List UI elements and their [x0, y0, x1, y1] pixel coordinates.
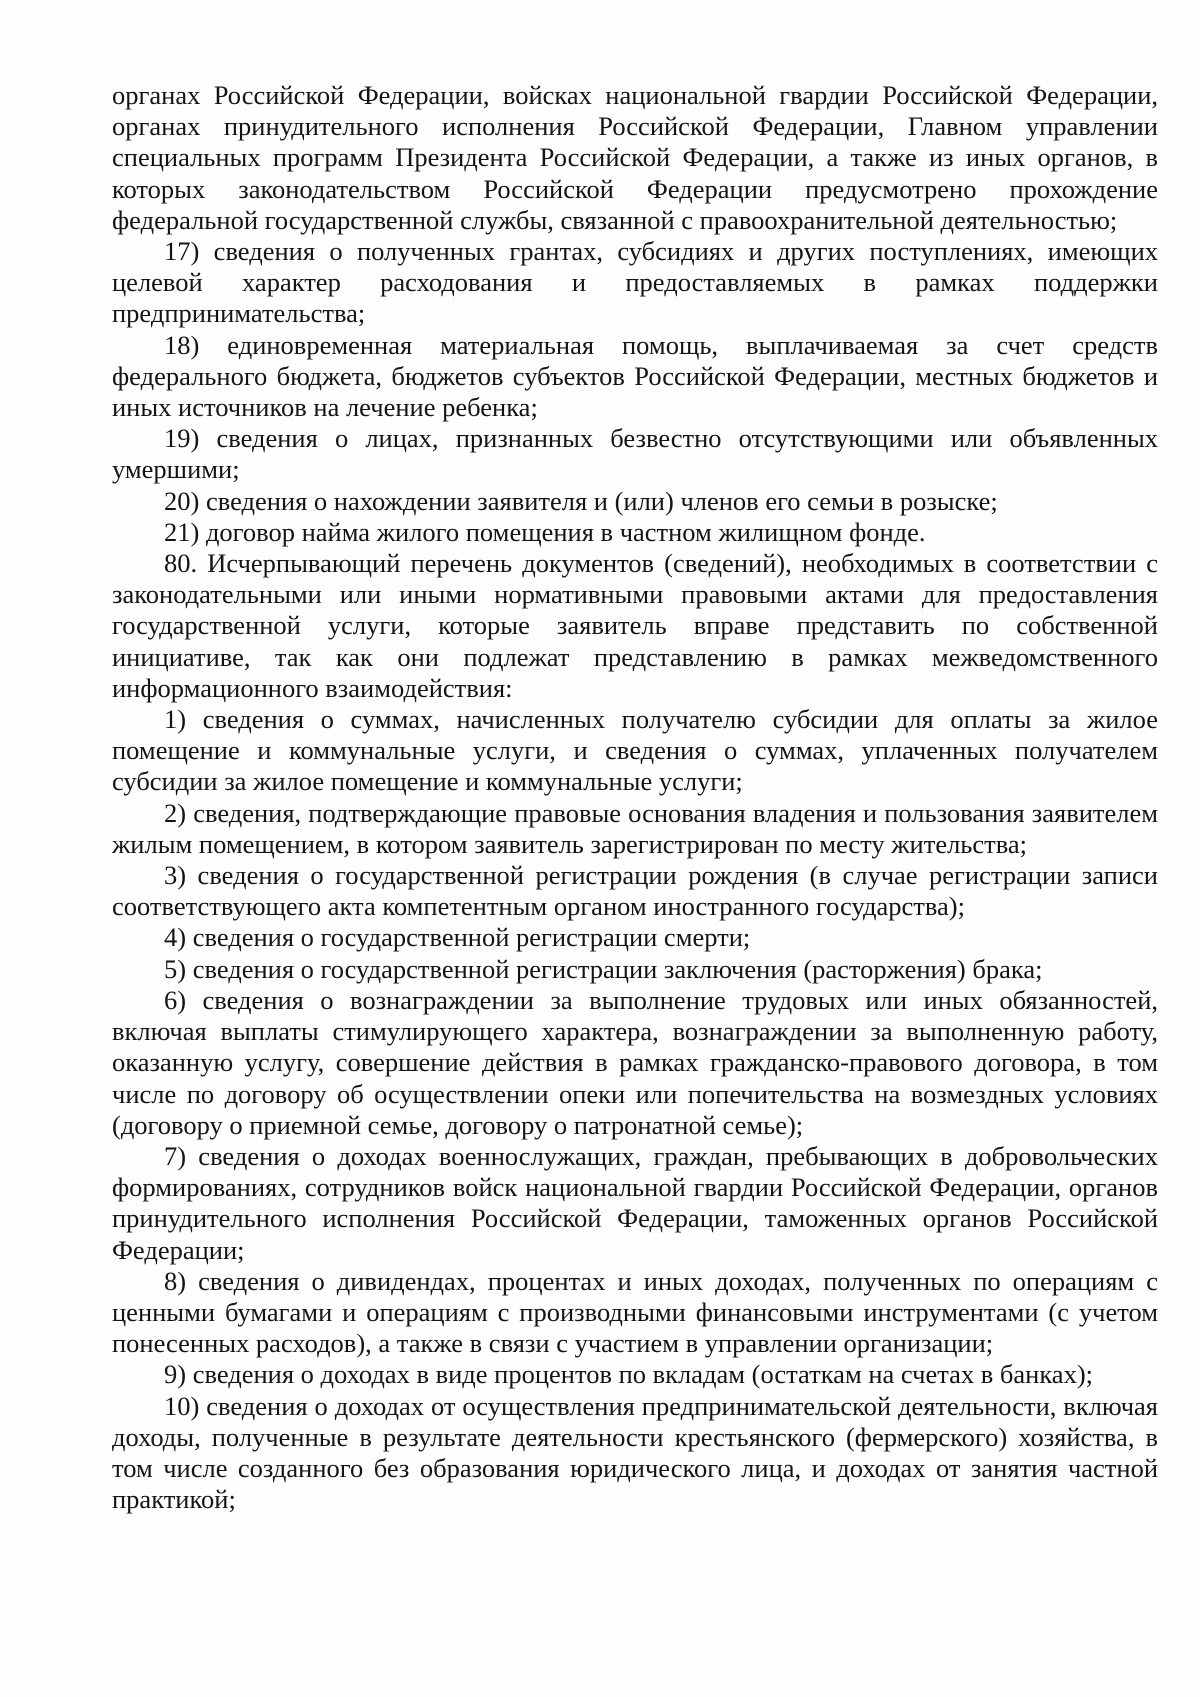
paragraph-subitem-4: 4) сведения о государственной регистрации смерти; — [164, 922, 751, 953]
paragraph-subitem-10: 10) сведения о доходах от осуществления предпринимательской деятельности, включая доходы, полученные в результате деятельности крестьянского (фермерского) хозяйства, в том числе созданного без образования юридического лица, и доходах от занятия частной практикой; — [112, 1390, 1158, 1515]
paragraph-subitem-7: 7) сведения о доходах военнослужащих, граждан, пребывающих в добровольческих формированиях, сотрудников войск национальной гвардии Российской Федерации, органов принудительного исполнения Российской Федерации, таможенных органов Российской Федерации; — [112, 1140, 1158, 1265]
paragraph-subitem-6: 6) сведения о вознаграждении за выполнение трудовых или иных обязанностей, включая выплаты стимулирующего характера, вознаграждении за выполненную работу, оказанную услугу, совершение действия в рамках гражданско-правового договора, в том числе по договору об осуществлении опеки или попечительства на возмездных условиях (договору о приемной семье, договору о патронатной семье); — [112, 984, 1158, 1140]
paragraph-item-20: 20) сведения о нахождении заявителя и (или) членов его семьи в розыске; — [164, 485, 998, 516]
paragraph-item-19: 19) сведения о лицах, признанных безвестно отсутствующими или объявленных умершими; — [112, 423, 1158, 485]
paragraph-subitem-2: 2) сведения, подтверждающие правовые основания владения и пользования заявителем жилым помещением, в котором заявитель зарегистрирован по месту жительства; — [112, 797, 1158, 859]
paragraph-item-17: 17) сведения о полученных грантах, субсидиях и других поступлениях, имеющих целевой характер расходования и предоставляемых в рамках поддержки предпринимательства; — [112, 236, 1158, 329]
paragraph-subitem-9: 9) сведения о доходах в виде процентов по вкладам (остаткам на счетах в банках); — [164, 1359, 1094, 1390]
paragraph-subitem-5: 5) сведения о государственной регистрации заключения (расторжения) брака; — [164, 953, 1043, 984]
document-body — [112, 80, 1158, 1515]
paragraph-clause-80: 80. Исчерпывающий перечень документов (сведений), необходимых в соответствии с законодательными или иными нормативными правовыми актами для предоставления государственной услуги, которые заявитель вправе представить по собственной инициативе, так как они подлежат представлению в рамках межведомственного информационного взаимодействия: — [112, 548, 1158, 703]
paragraph-item-21: 21) договор найма жилого помещения в частном жилищном фонде. — [164, 516, 926, 547]
paragraph-continuation: органах Российской Федерации, войсках национальной гвардии Российской Федерации, органах принудительного исполнения Российской Федерации, Главном управлении специальных программ Президента Российской Федерации, а также из иных органов, в которых законодательством Российской Федерации предусмотрено прохождение федеральной государственной службы, связанной с правоохранительной деятельностью; — [112, 80, 1158, 235]
paragraph-subitem-8: 8) сведения о дивидендах, процентах и иных доходах, полученных по операциям с ценными бумагами и операциям с производными финансовыми инструментами (с учетом понесенных расходов), а также в связи с участием в управлении организации; — [112, 1265, 1158, 1359]
paragraph-subitem-1: 1) сведения о суммах, начисленных получателю субсидии для оплаты за жилое помещение и коммунальные услуги, и сведения о суммах, уплаченных получателем субсидии за жилое помещение и коммунальные услуги; — [112, 704, 1158, 797]
paragraph-subitem-3: 3) сведения о государственной регистрации рождения (в случае регистрации записи соответствующего акта компетентным органом иностранного государства); — [112, 860, 1158, 922]
paragraph-item-18: 18) единовременная материальная помощь, выплачиваемая за счет средств федерального бюджета, бюджетов субъектов Российской Федерации, местных бюджетов и иных источников на лечение ребенка; — [112, 329, 1158, 423]
